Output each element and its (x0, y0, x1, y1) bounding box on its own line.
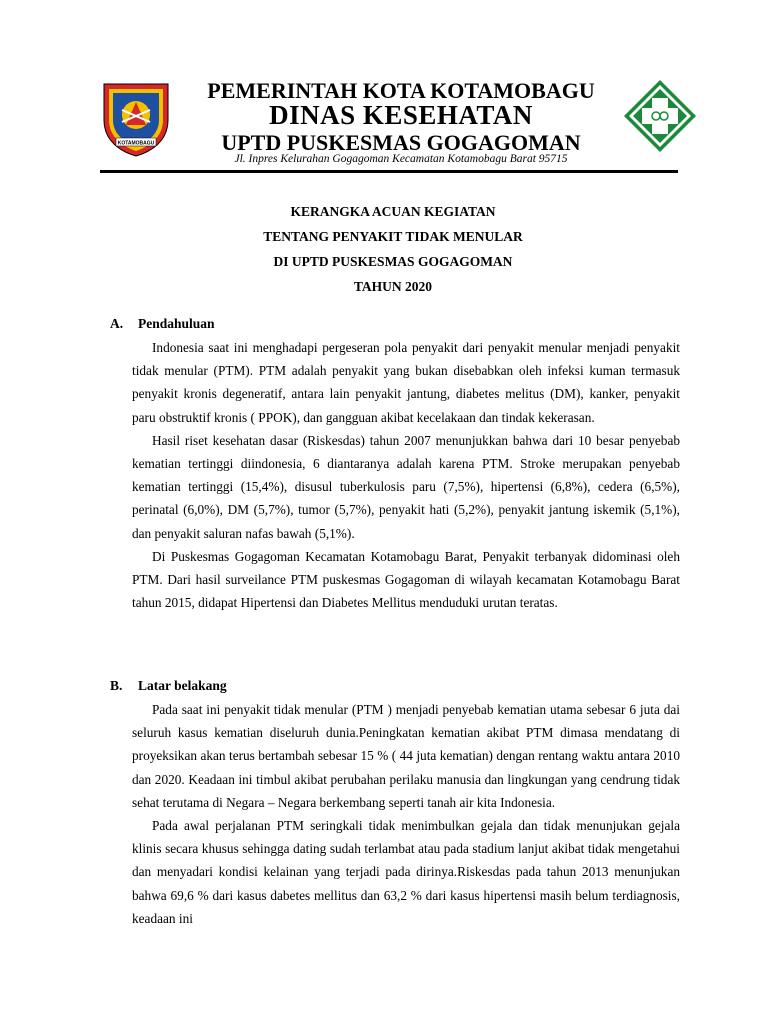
section-latar-belakang (110, 676, 680, 930)
title-line-1: KERANGKA ACUAN KEGIATAN (290, 204, 496, 219)
section-pendahuluan (110, 314, 680, 614)
paragraph: Pada saat ini penyakit tidak menular (PTM ) menjadi penyebab kematian utama sebesar 6 juta dai seluruh kasus kematian diseluruh dunia.Peningkatan kematian akibat PTM dimasa mendatang di proyeksikan akan terus bertambah sebesar 15 % ( 44 juta kematian) dengan rentang waktu antara 2010 dan 2020. Keadaan ini timbul akibat perubahan perilaku manusia dan lingkungan yang cendrung tidak sehat terutama di Negara – Negara berkembang seperti tanah air kita Indonesia. (132, 702, 680, 810)
title-line-4: TAHUN 2020 (353, 279, 433, 294)
paragraph: Hasil riset kesehatan dasar (Riskesdas) tahun 2007 menunjukkan bahwa dari 10 besar penyebab kematian tertinggi diindonesia, 6 diantaranya adalah karena PTM. Stroke merupakan penyebab kematian tertinggi (15,4%), disusul tuberkulosis paru (7,5%), hipertensi (6,8%), cedera (6,5%), perinatal (6,0%), DM (5,7%), tumor (5,7%), penyakit hati (5,2%), penyakit jantung iskemik (5,1%), dan penyakit saluran nafas bawah (5,1%). (132, 432, 680, 541)
header-puskesmas: UPTD PUSKESMAS GOGAGOMAN (221, 130, 581, 155)
section-title: Latar belakang (138, 678, 227, 693)
paragraph: Pada awal perjalanan PTM seringkali tidak menimbulkan gejala dan tidak menunjukan gejala klinis secara khusus sehingga dating sudah terlambat atau pada stadium lanjut akibat tidak mengetahui dan menyadari kondisi kelainan yang terjadi pada dirinya.Riskesdas pada tahun 2013 menunjukan bahwa 69,6 % dari kasus dabetes mellitus dan 63,2 % dari kasus hipertensi masih belum terdiagnosis, keadaan ini (132, 818, 680, 926)
letterhead (0, 0, 768, 180)
section-letter: A. (110, 316, 124, 331)
header-divider (100, 170, 678, 173)
section-title: Pendahuluan (138, 316, 215, 331)
puskesmas-cross-icon (622, 78, 698, 154)
document-title (0, 202, 768, 302)
header-government: PEMERINTAH KOTA KOTAMOBAGU (207, 78, 595, 103)
paragraph: Indonesia saat ini menghadapi pergeseran pola penyakit dari penyakit menular menjadi penyakit tidak menular (PTM). PTM adalah penyakit yang bukan disebabkan oleh infeksi kuman termasuk penyakit kronis degeneratif, antara lain penyakit jantung, diabetes melitus (DM), kanker, penyakit paru obstruktif kronis ( PPOK), dan gangguan akibat kecelakaan dan tindak kekerasan. (132, 340, 680, 425)
section-heading (110, 676, 680, 698)
paragraph: Di Puskesmas Gogagoman Kecamatan Kotamobagu Barat, Penyakit terbanyak didominasi oleh PTM. Dari hasil surveilance PTM puskesmas Gogagoman di wilayah kecamatan Kotamobagu Barat tahun 2015, didapat Hipertensi dan Diabetes Mellitus menduduki urutan teratas. (132, 548, 680, 611)
title-line-2: TENTANG PENYAKIT TIDAK MENULAR (263, 229, 523, 244)
section-letter: B. (110, 678, 123, 693)
title-line-3: DI UPTD PUSKESMAS GOGAGOMAN (273, 254, 513, 269)
emblem-text: KOTAMOBAGU (117, 140, 155, 147)
section-heading (110, 314, 680, 336)
header-address: Jl. Inpres Kelurahan Gogagoman Kecamatan Kotamobagu Barat 95715 (234, 153, 568, 165)
header-department: DINAS KESEHATAN (269, 100, 533, 130)
city-emblem-icon (100, 80, 172, 158)
